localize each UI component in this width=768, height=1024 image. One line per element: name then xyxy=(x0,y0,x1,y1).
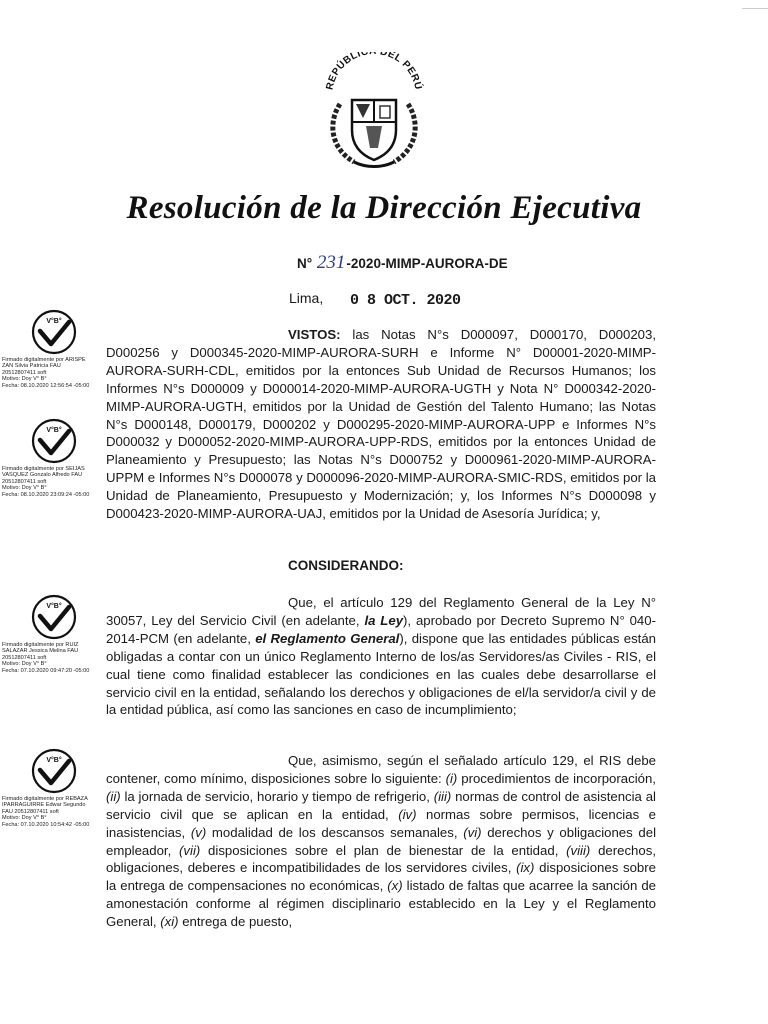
number-prefix: N° xyxy=(297,256,313,271)
stamp-label: V°B° xyxy=(46,318,62,325)
city-label: Lima, xyxy=(289,290,324,306)
approval-seal-icon xyxy=(29,748,79,794)
stamp-info: Firmado digitalmente por RUIZ SALAZAR Jessica Melina FAU 20512807411 soft Motivo: Doy V° B° Fecha: 07.10.2020 09:47:20 -05:00 xyxy=(2,642,90,674)
stamp-info: Firmado digitalmente por SEIJAS VASQUEZ Gonzalo Alfredo FAU 20512807411 soft Motivo: Doy V° B° Fecha: 08.10.2020 23:09:24 -05:00 xyxy=(2,466,90,498)
date-stamp: 0 8 OCT. 2020 xyxy=(350,292,461,309)
coat-of-arms-icon xyxy=(318,52,430,170)
vistos-label: VISTOS: xyxy=(288,327,341,342)
vistos-paragraph xyxy=(106,326,656,523)
stamp-info: Firmado digitalmente por ARISPE ZAN Silvia Patricia FAU 20512807411 soft Motivo: Doy V° B° Fecha: 08.10.2020 12:56:54 -05:00 xyxy=(2,357,90,389)
national-coat-of-arms xyxy=(318,52,430,170)
considerando-paragraph-2: Que, asimismo, según el señalado artículo 129, el RIS debe contener, como mínimo, disposiciones sobre lo siguiente: (i) procedimientos de incorporación, (ii) la jornada de servicio, horario y tiempo de refrigerio, (iii) normas de control de asistencia al servicio civil que se aplican en la entidad, (iv) normas sobre permisos, licencias e inasistencias, (v) modalidad de los descansos semanales, (vi) derechos y obligaciones del empleador, (vii) disposiciones sobre el plan de bienestar de la entidad, (viii) derechos, obligaciones, deberes e incompatibilidades de los servidores civiles, (ix) disposiciones sobre la entrega de compensaciones no económicas, (x) listado de faltas que acarree la sanción de amonestación conforme al régimen disciplinario establecido en la Ley y el Reglamento General, (xi) entrega de puesto, xyxy=(106,753,656,930)
approval-seal-icon xyxy=(29,309,79,355)
resolution-number xyxy=(297,252,508,274)
signature-stamp xyxy=(2,418,106,498)
signature-stamp xyxy=(2,309,106,389)
stamp-label: V°B° xyxy=(46,757,62,764)
signature-stamp xyxy=(2,748,106,828)
considerando-heading: CONSIDERANDO: xyxy=(288,558,404,573)
considerando-paragraph-1: Que, el artículo 129 del Reglamento General de la Ley N° 30057, Ley del Servicio Civil (en adelante, la Ley), aprobado por Decreto Supremo N° 040-2014-PCM (en adelante, el Reglamento General), dispone que las entidades públicas están obligadas a contar con un único Reglamento Interno de los/as Servidores/as Civiles - RIS, el cual tiene como finalidad establecer las condiciones en las cuales debe desarrollarse el servicio civil en la entidad, señalando los derechos y obligaciones de el/la servidor/a civil y de la entidad pública, así como las sanciones en caso de incumplimiento; xyxy=(106,595,656,718)
stamp-label: V°B° xyxy=(46,603,62,610)
stamp-info: Firmado digitalmente por REBAZA IPARRAGUIRRE Edwar Segundo FAU 20512807411 soft Motivo: Doy V° B° Fecha: 07.10.2020 10:54:42 -05:00 xyxy=(2,796,90,828)
page-corner-fold xyxy=(742,0,768,9)
approval-seal-icon xyxy=(29,418,79,464)
emphasis-reglamento-general: el Reglamento General xyxy=(255,630,400,646)
vistos-text: las Notas N°s D000097, D000170, D000203, D000256 y D000345-2020-MIMP-AURORA-SURH e Informe N° D00001-2020-MIMP-AURORA-SURH-CDL, emitidos por la entonces Sub Unidad de Recursos Humanos; los Informes N°s D000009 y D000014-2020-MIMP-AURORA-UGTH y Nota N° D000342-2020-MIMP-AURORA-UGTH, emitidos por la Unidad de Gestión del Talento Humano; las Notas N°s D000148, D000179, D000202 y D000295-2020-MIMP-AURORA-UPP e Informes N°s D000032 y D000052-2020-MIMP-AURORA-UPP-RDS, emitidos por la entonces Unidad de Planeamiento y Presupuesto; las Notas N°s D000752 y D000961-2020-MIMP-AURORA-UPPM e Informes N°s D000078 y D000096-2020-MIMP-AURORA-SMIC-RDS, emitidos por la Unidad de Planeamiento, Presupuesto y Modernización; y, los Informes N°s D000098 y D000423-2020-MIMP-AURORA-UAJ, emitidos por la Unidad de Asesoría Jurídica; y, xyxy=(106,327,656,522)
number-suffix: -2020-MIMP-AURORA-DE xyxy=(346,256,508,271)
approval-seal-icon xyxy=(29,594,79,640)
stamp-label: V°B° xyxy=(46,427,62,434)
handwritten-number: 231 xyxy=(316,252,346,273)
document-title: Resolución de la Dirección Ejecutiva xyxy=(126,190,642,226)
svg-text:REPÚBLICA DEL PERÚ xyxy=(324,52,425,91)
seal-text: REPÚBLIC DEL PERÚ xyxy=(324,52,424,91)
emphasis-la-ley: la Ley xyxy=(364,612,404,628)
signature-stamp xyxy=(2,594,106,674)
